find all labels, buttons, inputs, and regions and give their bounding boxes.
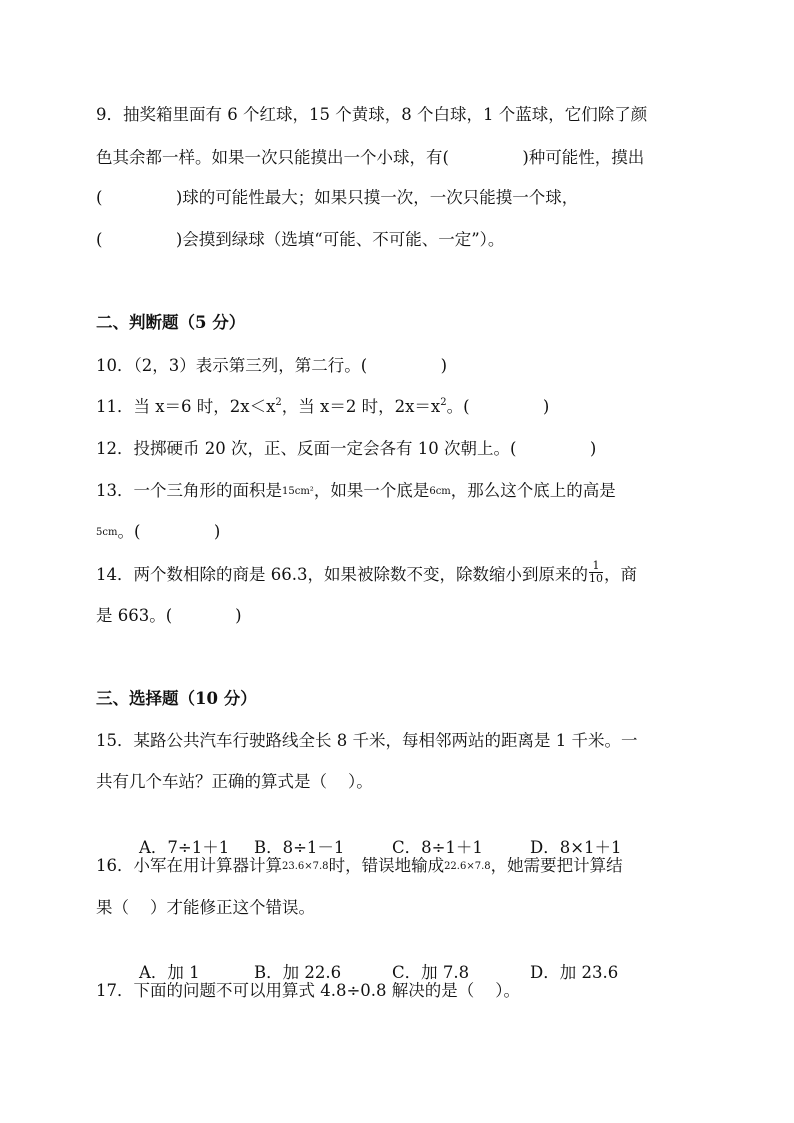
- q13-base: 6cm: [429, 486, 451, 497]
- section-2-heading: 二、判断题（5 分）: [96, 313, 246, 332]
- q16-option-d[interactable]: D．加 23.6: [529, 963, 619, 982]
- q17: 17．下面的问题不可以用算式 4.8÷0.8 解决的是（ ）。: [96, 981, 521, 1000]
- q16-line1: [96, 854, 623, 879]
- q14-fraction: [589, 560, 603, 585]
- q14-part-b: ，商: [603, 565, 637, 584]
- q15-option-b[interactable]: B．8÷1－1: [253, 838, 345, 857]
- q13-part-c: ，那么这个底上的高是: [450, 481, 616, 500]
- q16-option-b[interactable]: B．加 22.6: [253, 963, 342, 982]
- q14-line1: [96, 559, 637, 588]
- q14-line2: 是 663。( ): [96, 606, 242, 625]
- q15-line2: 共有几个车站？正确的算式是（ ）。: [96, 772, 373, 791]
- q14-part-a: 14．两个数相除的商是 66.3，如果被除数不变，除数缩小到原来的: [96, 565, 588, 584]
- q10: 10．（2，3）表示第三列，第二行。( ): [96, 356, 448, 375]
- section-3-heading: 三、选择题（10 分）: [96, 689, 257, 708]
- q16-part-c: ，她需要把计算结: [490, 856, 623, 875]
- q11-sup-1: 2: [275, 397, 282, 408]
- q9-line1: 9．抽奖箱里面有 6 个红球，15 个黄球，8 个白球，1 个蓝球，它们除了颜: [96, 105, 648, 124]
- q13-part-d: 。( ): [117, 522, 221, 541]
- q15-option-c[interactable]: C．8÷1＋1: [391, 838, 483, 857]
- q13-line2: [96, 520, 220, 545]
- q15-option-a[interactable]: A．7÷1＋1: [138, 838, 230, 857]
- q9-line2: 色其余都一样。如果一次只能摸出一个小球，有( )种可能性，摸出: [96, 148, 645, 167]
- q16-part-b: 时，错误地输成: [328, 856, 445, 875]
- q9-line4: ( )会摸到绿球（选填“可能、不可能、一定”）。: [96, 230, 505, 249]
- q16-expr-2: 22.6×7.8: [444, 861, 491, 872]
- q12: 12．投掷硬币 20 次，正、反面一定会各有 10 次朝上。( ): [96, 439, 597, 458]
- q16-expr-1: 23.6×7.8: [282, 861, 329, 872]
- q13-part-b: ，如果一个底是: [313, 481, 430, 500]
- q11-sup-2: 2: [440, 397, 447, 408]
- q14-frac-denominator: 10: [588, 572, 603, 585]
- q15-option-d[interactable]: D．8×1＋1: [529, 838, 622, 857]
- q13-line1: [96, 479, 616, 504]
- q15-line1: 15．某路公共汽车行驶路线全长 8 千米，每相邻两站的距离是 1 千米。一: [96, 731, 638, 750]
- q11-part-b: ，当 x＝2 时，2x＝x: [281, 397, 441, 416]
- q16-part-a: 16．小军在用计算器计算: [96, 856, 282, 875]
- q11: [96, 395, 549, 419]
- q16-option-a[interactable]: A．加 1: [138, 963, 200, 982]
- q13-area: 15cm²: [282, 486, 314, 497]
- q13-height: 5cm: [96, 527, 118, 538]
- q13-part-a: 13．一个三角形的面积是: [96, 481, 282, 500]
- q9-line3: ( )球的可能性最大；如果只摸一次，一次只能摸一个球，: [96, 188, 579, 207]
- q11-part-c: 。( ): [446, 397, 550, 416]
- q11-part-a: 11．当 x＝6 时，2x＜x: [96, 397, 276, 416]
- q16-option-c[interactable]: C．加 7.8: [391, 963, 470, 982]
- q16-line2: 果（ ）才能修正这个错误。: [96, 898, 315, 917]
- q14-frac-numerator: 1: [589, 560, 603, 573]
